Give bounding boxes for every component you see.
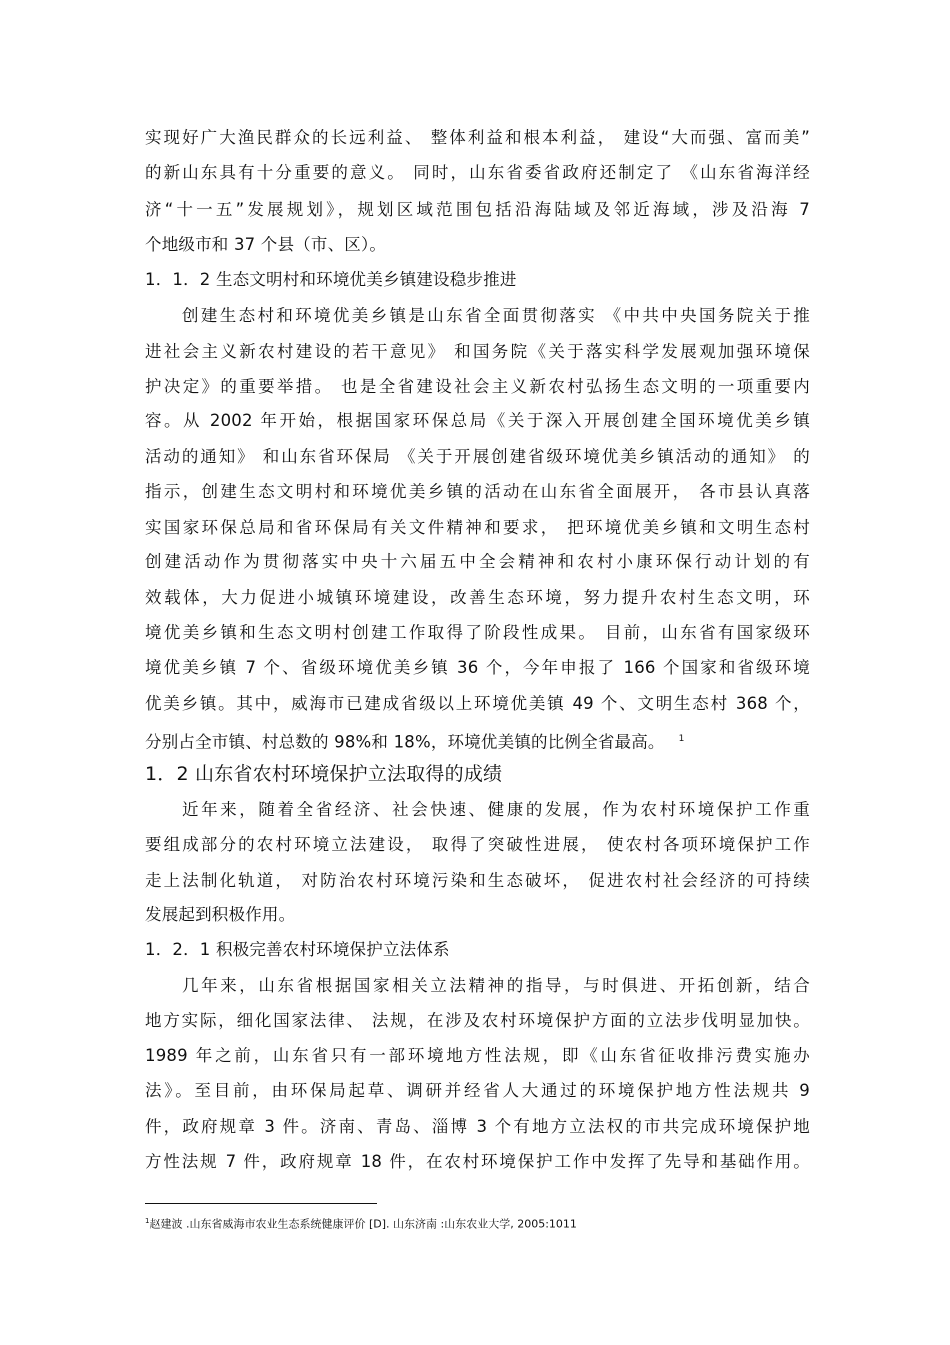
section-heading-1-2: 1．2 山东省农村环境保护立法取得的成绩 — [145, 763, 503, 785]
paragraph-line: 进社会主义新农村建设的若干意见》 和国务院《关于落实科学发展观加强环境保 — [145, 342, 810, 361]
paragraph-line: 地方实际，细化国家法律、 法规，在涉及农村环境保护方面的立法步伐明显加快。 — [145, 1011, 810, 1030]
footnote — [145, 1214, 577, 1232]
paragraph-line: 几年来，山东省根据国家相关立法精神的指导，与时俱进、开拓创新，结合 — [182, 976, 810, 995]
paragraph-line: 1989 年之前，山东省只有一部环境地方性法规，即《山东省征收排污费实施办 — [145, 1046, 810, 1065]
paragraph-line: 容。从 2002 年开始，根据国家环保总局《关于深入开展创建全国环境优美乡镇 — [145, 411, 810, 430]
paragraph-line: 近年来，随着全省经济、社会快速、健康的发展，作为农村环境保护工作重 — [182, 800, 810, 819]
paragraph-line: 活动的通知》 和山东省环保局 《关于开展创建省级环境优美乡镇活动的通知》 的 — [145, 447, 810, 466]
paragraph-line: 境优美乡镇 7 个、省级环境优美乡镇 36 个，今年申报了 166 个国家和省级环境 — [145, 658, 810, 677]
paragraph-line: 实国家环保总局和省环保局有关文件精神和要求， 把环境优美乡镇和文明生态村 — [145, 518, 810, 537]
paragraph-line: 创建活动作为贯彻落实中央十六届五中全会精神和农村小康环保行动计划的有 — [145, 552, 810, 571]
paragraph-line: 个地级市和 37 个县（市、区）。 — [145, 235, 387, 254]
paragraph-line — [145, 729, 810, 753]
footnote-separator — [145, 1203, 377, 1204]
section-heading-1-1-2: 1．1．2 生态文明村和环境优美乡镇建设稳步推进 — [145, 270, 517, 289]
footnote-text: 赵建波 .山东省威海市农业生态系统健康评价 [D]. 山东济南 :山东农业大学, 2005:1011 — [149, 1217, 577, 1231]
paragraph-line: 的新山东具有十分重要的意义。 同时，山东省委省政府还制定了 《山东省海洋经 — [145, 163, 810, 182]
paragraph-line-text: 分别占全市镇、村总数的 98%和 18%，环境优美镇的比例全省最高。 — [145, 732, 665, 752]
paragraph-line: 指示，创建生态文明村和环境优美乡镇的活动在山东省全面展开， 各市县认真落 — [145, 482, 810, 501]
paragraph-line: 要组成部分的农村环境立法建设， 取得了突破性进展， 使农村各项环境保护工作 — [145, 835, 810, 854]
paragraph-line: 发展起到积极作用。 — [145, 905, 296, 924]
paragraph-line: 件，政府规章 3 件。济南、青岛、淄博 3 个有地方立法权的市共完成环境保护地 — [145, 1117, 810, 1136]
paragraph-line: 创建生态村和环境优美乡镇是山东省全面贯彻落实 《中共中央国务院关于推 — [182, 306, 810, 325]
paragraph-line: 效载体，大力促进小城镇环境建设，改善生态环境，努力提升农村生态文明，环 — [145, 588, 810, 607]
paragraph-line: 走上法制化轨道， 对防治农村环境污染和生态破坏， 促进农村社会经济的可持续 — [145, 871, 810, 890]
footnote-reference[interactable]: 1 — [678, 734, 685, 744]
paragraph-line: 境优美乡镇和生态文明村创建工作取得了阶段性成果。 目前，山东省有国家级环 — [145, 623, 810, 642]
paragraph-line: 济“十一五”发展规划》，规划区域范围包括沿海陆域及邻近海域，涉及沿海 7 — [145, 200, 810, 219]
paragraph-line: 护决定》的重要举措。 也是全省建设社会主义新农村弘扬生态文明的一项重要内 — [145, 377, 810, 396]
paragraph-line: 方性法规 7 件，政府规章 18 件，在农村环境保护工作中发挥了先导和基础作用。 — [145, 1152, 810, 1171]
paragraph-line: 优美乡镇。其中，威海市已建成省级以上环境优美镇 49 个、文明生态村 368 个， — [145, 694, 810, 713]
paragraph-line: 实现好广大渔民群众的长远利益、 整体利益和根本利益， 建设“大而强、富而美” — [145, 128, 810, 147]
footnote-mark: 1 — [145, 1217, 150, 1225]
section-heading-1-2-1: 1．2．1 积极完善农村环境保护立法体系 — [145, 940, 450, 959]
paragraph-line: 法》。至目前，由环保局起草、调研并经省人大通过的环境保护地方性法规共 9 — [145, 1081, 810, 1100]
